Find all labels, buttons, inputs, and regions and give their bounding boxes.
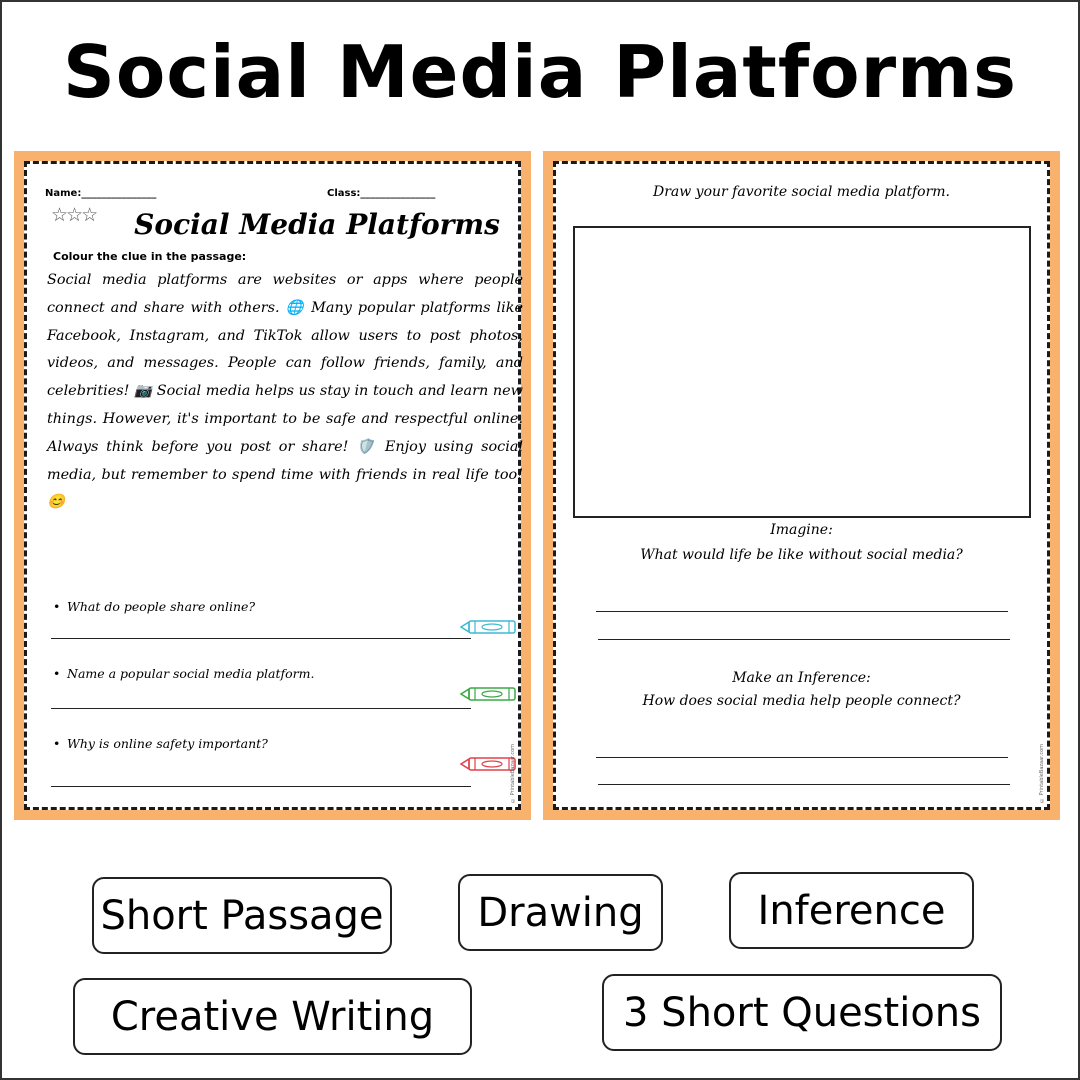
worksheet-passage-inner: [24, 161, 521, 810]
answer-line-3[interactable]: [51, 786, 471, 787]
crayon-green-icon: [459, 686, 519, 702]
class-field[interactable]: Class:_______________: [327, 188, 436, 199]
draw-prompt: Draw your favorite social media platform.: [652, 184, 951, 200]
tag-creative-writing: Creative Writing: [73, 978, 472, 1055]
imagine-label: Imagine:: [770, 522, 833, 538]
bullet-icon: •: [53, 599, 61, 614]
imagine-question: What would life be like without social media?: [640, 547, 963, 563]
tag-inference: Inference: [729, 872, 974, 949]
question-1-text: What do people share online?: [67, 599, 256, 614]
inference-answer-line-1[interactable]: [596, 757, 1008, 758]
credit-text: © PrintableBazaar.com: [510, 744, 516, 803]
question-2: [53, 666, 315, 681]
imagine-answer-line-2[interactable]: [598, 639, 1010, 640]
drawing-box[interactable]: [573, 226, 1031, 518]
name-field[interactable]: Name:_______________: [45, 188, 157, 199]
inference-label: Make an Inference:: [732, 670, 871, 686]
bullet-icon: •: [53, 736, 61, 751]
imagine-answer-line-1[interactable]: [596, 611, 1008, 612]
worksheet-activities-inner: [553, 161, 1050, 810]
inference-answer-line-2[interactable]: [598, 784, 1010, 785]
instruction-text: Colour the clue in the passage:: [53, 250, 247, 263]
answer-line-2[interactable]: [51, 708, 471, 709]
question-1: [53, 599, 255, 614]
tag-short-passage: Short Passage: [92, 877, 392, 954]
question-3-text: Why is online safety important?: [67, 736, 268, 751]
tag-drawing: Drawing: [458, 874, 663, 951]
worksheet-title: Social Media Platforms: [134, 208, 500, 241]
question-3: [53, 736, 268, 751]
answer-line-1[interactable]: [51, 638, 471, 639]
bullet-icon: •: [53, 666, 61, 681]
credit-text: © PrintableBazaar.com: [1039, 744, 1045, 803]
question-2-text: Name a popular social media platform.: [67, 666, 315, 681]
worksheet-passage: [14, 151, 531, 820]
page-title: Social Media Platforms: [63, 30, 1017, 114]
rating-stars-icon: ☆☆☆: [51, 204, 97, 226]
inference-question: How does social media help people connect?: [642, 693, 961, 709]
crayon-blue-icon: [459, 619, 519, 635]
worksheet-activities: [543, 151, 1060, 820]
tag-3-short-questions: 3 Short Questions: [602, 974, 1002, 1051]
reading-passage: Social media platforms are websites or apps where people connect and share with others. 🌐 Many popular platforms like Facebook, Instagram, and TikTok allow users to post photos, videos, and messages. People can follow friends, family, and celebrities! 📷 Social media helps us stay in touch and learn new things. However, it's important to be safe and respectful online. Always think before you post or share! 🛡️ Enjoy using social media, but remember to spend time with friends in real life too! 😊: [47, 272, 523, 511]
